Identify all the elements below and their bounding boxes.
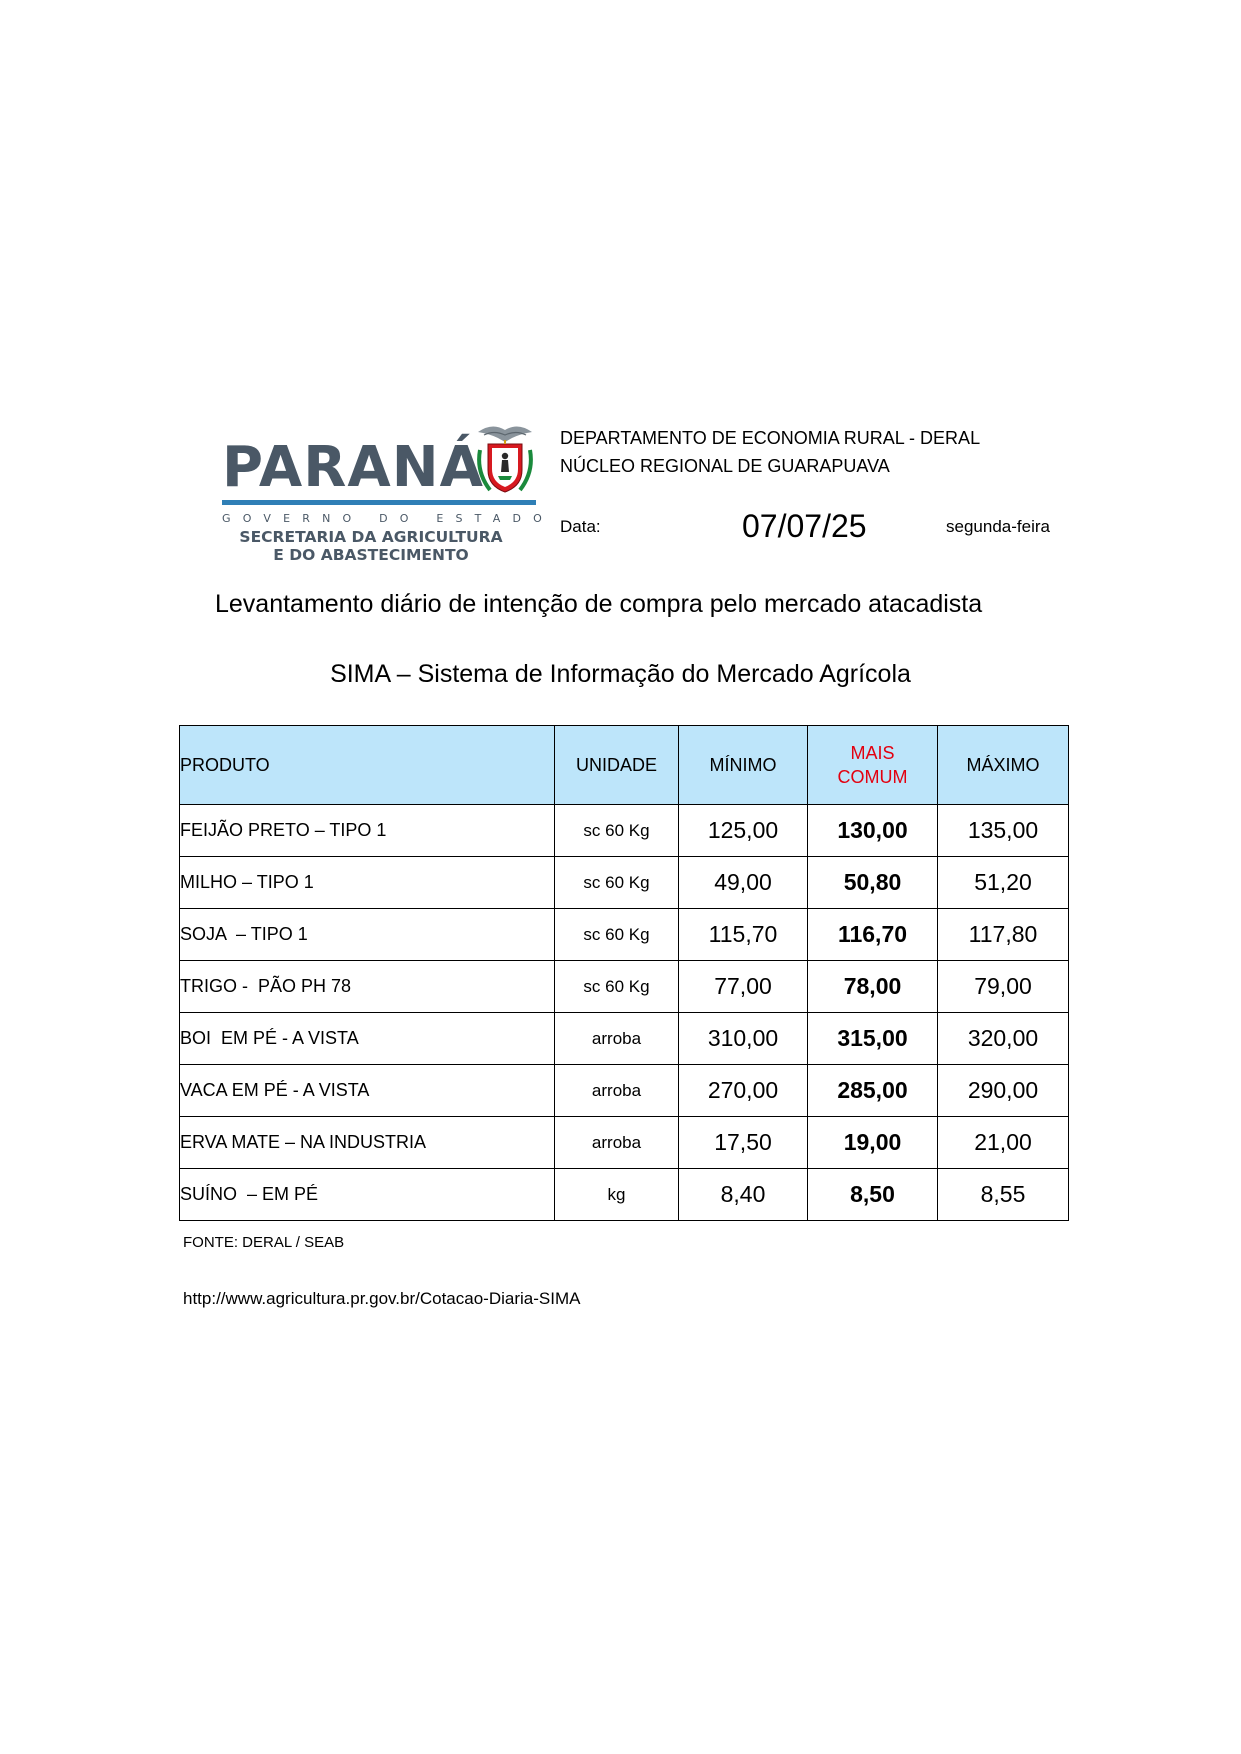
cell-min: 49,00 [679, 857, 808, 909]
cell-unit: kg [555, 1169, 679, 1221]
parana-logo [222, 420, 554, 564]
cell-max: 8,55 [938, 1169, 1069, 1221]
cell-max: 135,00 [938, 805, 1069, 857]
cell-unit: sc 60 Kg [555, 909, 679, 961]
cell-max: 51,20 [938, 857, 1069, 909]
cell-product: TRIGO - PÃO PH 78 [180, 961, 555, 1013]
table-row [180, 961, 1069, 1013]
source-url-link[interactable]: http://www.agricultura.pr.gov.br/Cotacao-Diaria-SIMA [183, 1289, 581, 1308]
cell-unit: sc 60 Kg [555, 805, 679, 857]
cell-unit: arroba [555, 1117, 679, 1169]
logo-wordmark: PARANÁ [222, 435, 484, 500]
cell-unit: arroba [555, 1013, 679, 1065]
parana-coat-of-arms-icon [474, 422, 536, 498]
cell-min: 270,00 [679, 1065, 808, 1117]
cell-most-common: 315,00 [808, 1013, 938, 1065]
table-row [180, 1169, 1069, 1221]
regional-office: NÚCLEO REGIONAL DE GUARAPUAVA [560, 456, 890, 476]
source-note: FONTE: DERAL / SEAB [183, 1234, 345, 1251]
cell-max: 290,00 [938, 1065, 1069, 1117]
cell-most-common: 78,00 [808, 961, 938, 1013]
table-row [180, 909, 1069, 961]
column-header-most-common-line1: MAIS [850, 743, 895, 763]
cell-min: 77,00 [679, 961, 808, 1013]
cell-product: FEIJÃO PRETO – TIPO 1 [180, 805, 555, 857]
cell-most-common: 50,80 [808, 857, 938, 909]
logo-secretaria-line1: SECRETARIA DA AGRICULTURA [239, 528, 503, 546]
cell-max: 117,80 [938, 909, 1069, 961]
cell-product: SUÍNO – EM PÉ [180, 1169, 555, 1221]
cell-product: BOI EM PÉ - A VISTA [180, 1013, 555, 1065]
cell-product: VACA EM PÉ - A VISTA [180, 1065, 555, 1117]
cell-product: SOJA – TIPO 1 [180, 909, 555, 961]
table-row [180, 1065, 1069, 1117]
cell-unit: arroba [555, 1065, 679, 1117]
cell-max: 320,00 [938, 1013, 1069, 1065]
column-header-most-common-line2: COMUM [837, 767, 908, 787]
date-label: Data: [560, 517, 601, 536]
column-header-product: PRODUTO [180, 726, 555, 805]
column-header-min: MÍNIMO [679, 726, 808, 805]
cell-min: 310,00 [679, 1013, 808, 1065]
price-table [179, 725, 1069, 1221]
report-subtitle: SIMA – Sistema de Informação do Mercado Agrícola [330, 660, 911, 688]
cell-unit: sc 60 Kg [555, 961, 679, 1013]
column-header-unit: UNIDADE [555, 726, 679, 805]
cell-most-common: 19,00 [808, 1117, 938, 1169]
logo-divider [222, 500, 536, 505]
table-row [180, 805, 1069, 857]
cell-min: 125,00 [679, 805, 808, 857]
report-title: Levantamento diário de intenção de compra pelo mercado atacadista [215, 590, 983, 618]
cell-max: 21,00 [938, 1117, 1069, 1169]
column-header-most-common [808, 726, 938, 805]
cell-most-common: 8,50 [808, 1169, 938, 1221]
table-header-row [180, 726, 1069, 805]
cell-most-common: 116,70 [808, 909, 938, 961]
cell-product: ERVA MATE – NA INDUSTRIA [180, 1117, 555, 1169]
cell-unit: sc 60 Kg [555, 857, 679, 909]
department-name: DEPARTAMENTO DE ECONOMIA RURAL - DERAL [560, 428, 981, 448]
cell-min: 8,40 [679, 1169, 808, 1221]
table-row [180, 1013, 1069, 1065]
column-header-max: MÁXIMO [938, 726, 1069, 805]
cell-most-common: 285,00 [808, 1065, 938, 1117]
cell-max: 79,00 [938, 961, 1069, 1013]
logo-governo: GOVERNO DO ESTADO [222, 512, 554, 525]
report-date: 07/07/25 [742, 508, 867, 544]
logo-secretaria-line2: E DO ABASTECIMENTO [273, 546, 469, 564]
table-row [180, 1117, 1069, 1169]
weekday: segunda-feira [946, 517, 1050, 536]
table-row [180, 857, 1069, 909]
cell-min: 17,50 [679, 1117, 808, 1169]
cell-min: 115,70 [679, 909, 808, 961]
cell-most-common: 130,00 [808, 805, 938, 857]
cell-product: MILHO – TIPO 1 [180, 857, 555, 909]
